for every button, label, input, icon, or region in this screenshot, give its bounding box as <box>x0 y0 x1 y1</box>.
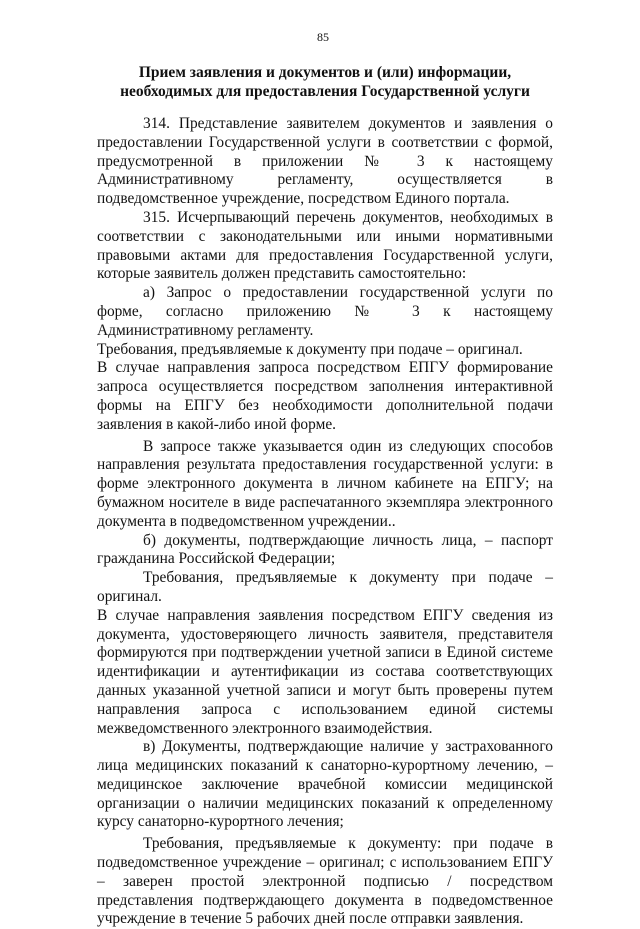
document-page <box>97 30 553 929</box>
item-b-requirements: Требования, предъявляемые к документу при подаче – оригинал. <box>97 569 553 605</box>
document-body <box>97 115 553 929</box>
item-a-epgu-note: В случае направления запроса посредством ЕПГУ формирование запроса осуществляется посредством заполнения интерактивной формы на ЕПГУ без необходимости дополнительной подачи заявления в какой-либо иной форме. <box>97 359 553 433</box>
paragraph-315: 315. Исчерпывающий перечень документов, необходимых в соответствии с законодательными или иными нормативными правовыми актами для предоставления Государственной услуги, которые заявитель должен представить самостоятельно: <box>97 208 553 283</box>
item-b-identity-documents: б) документы, подтверждающие личность лица, – паспорт гражданина Российской Федерации; <box>97 531 553 568</box>
page-number: 85 <box>317 30 329 44</box>
item-a-request: а) Запрос о предоставлении государственной услуги по форме, согласно приложению № 3 к настоящему Административному регламенту. <box>97 284 553 339</box>
item-c-requirements: Требования, предъявляемые к документу: при подаче в подведомственное учреждение – оригинал; с использованием ЕПГУ – заверен простой электронной подписью / посредством представления подтверждающего документа в подведомственное учреждение в течение 5 рабочих дней после отправки заявления. <box>97 835 553 928</box>
heading-line-2: необходимых для предоставления Государственной услуги <box>120 83 530 100</box>
section-heading <box>97 63 553 101</box>
item-a-requirements: Требования, предъявляемые к документу при подаче – оригинал. <box>97 340 523 358</box>
item-a-delivery-methods: В запросе также указывается один из следующих способов направления результата предоставления государственной услуги: в форме электронного документа в личном кабинете на ЕПГУ; на бумажном носителе в виде распечатанного экземпляра электронного документа в подведомственном учреждении.. <box>97 437 553 530</box>
paragraph-314: 314. Представление заявителем документов и заявления о предоставлении Государственной услуги в соответствии с формой, предусмотренной в приложении № 3 к настоящему Административному регламенту, осуществляется в подведомственное учреждение, посредством Единого портала. <box>97 115 553 208</box>
item-b-epgu-note: В случае направления заявления посредством ЕПГУ сведения из документа, удостоверяющего личность заявителя, представителя формируются при подтверждении учетной записи в Единой системе идентификации и аутентификации из состава соответствующих данных указанной учетной записи и могут быть проверены путем направления запроса с использованием единой системы межведомственного электронного взаимодействия. <box>97 606 553 737</box>
heading-line-1: Прием заявления и документов и (или) информации, <box>138 64 512 81</box>
item-c-medical-documents: в) Документы, подтверждающие наличие у застрахованного лица медицинских показаний к санаторно-курортному лечению, – медицинское заключение врачебной комиссии медицинской организации о наличии медицинских показаний к определенному курсу санаторно-курортного лечения; <box>97 738 553 831</box>
